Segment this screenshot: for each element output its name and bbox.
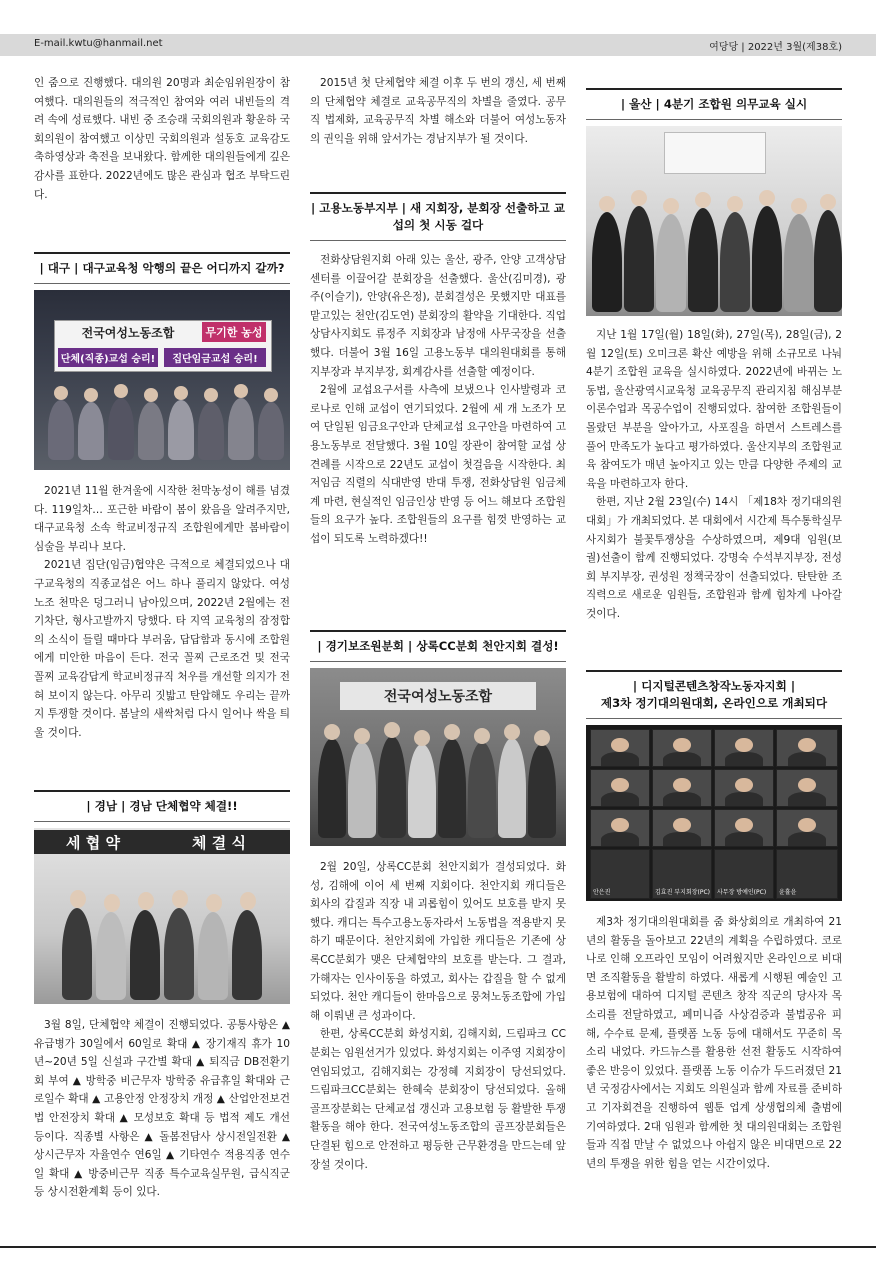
column-middle <box>310 74 566 1244</box>
section-heading <box>310 630 566 662</box>
daegu-banner-sub1: 단체(직종)교섭 승리! <box>58 348 158 367</box>
gyeonggi-paragraph-1: 2월 20일, 상록CC분회 천안지회가 결성되었다. 화성, 김해에 이어 세 번째 지회이다. 천안지회 캐디들은 회사의 갑질과 직장 내 괴롭힘이 있어도 보호를 받지 못했다. 캐디는 특수고용노동자라서 노동법을 적용받지 못하기 때문이다. 천안지회에 가입한 캐디들은 기존에 상록CC분회가 맺은 단체협약의 보호를 받는다. 그 결과, 가해자는 인사이동을 하였고, 회사는 갑질을 할 수 없게 되었다. 천안 캐디들이 한마음으로 뭉쳐노동조합에 가입해 이뤄낸 큰 성과이다. <box>310 861 566 1022</box>
section-tag: | 고용노동부지부 | <box>311 201 406 215</box>
section-title: 4분기 조합원 의무교육 실시 <box>663 97 808 111</box>
section-tag: | 경기보조원분회 | <box>317 639 413 653</box>
section-title: 상록CC분회 천안지회 결성! <box>416 639 559 653</box>
tile-label: 윤휼윤 <box>779 889 797 896</box>
section-tag: | 경남 | <box>86 799 126 813</box>
section-title: 경남 단체협약 체결!! <box>129 799 238 813</box>
section-heading <box>586 88 842 120</box>
gyeonggi-paragraph-2: 한편, 상록CC분회 화성지회, 김해지회, 드림파크 CC분회는 임원선거가 있었다. 화성지회는 이주영 지회장이 연임되었고, 김해지회는 강정혜 지회장이 당선되었다. 드림파크CC분회는 한혜숙 분회장이 당선되었다. 올해 골프장분회는 단체교섭 갱신과 고용보험 등 활발한 투쟁활동을 해야 한다. 전국여성노동조합의 골프장분회들은 단결된 힘으로 안전하고 평등한 근무환경을 만드는데 앞장설 것이다. <box>310 1028 566 1171</box>
section-digital <box>586 670 842 1173</box>
gyeonggi-banner: 전국여성노동조합 <box>340 682 536 710</box>
daegu-banner-sub2: 집단임금교섭 승리! <box>164 348 266 367</box>
tile-label: 김효진 부지회장(PC) <box>655 889 710 896</box>
labor-paragraph-2: 2월에 교섭요구서를 사측에 보냈으나 인사발령과 코로나로 인해 교섭이 연기되었다. 2월에 세 개 노조가 모여 단일된 임금요구안과 단체교섭 요구안을 마련하여 고용노동부로 전달했다. 3월 10일 장관이 참여할 교섭 상견례를 시작으로 22년도 교섭이 첫걸음을 시작한다. 최저임금 직렬의 식대반영 반대 투쟁, 전화상담원 임금체계 마련, 현실적인 임금인상 반영 등 어느 해보다 조합원들의 요구가 높다. 조합원들의 요구를 힘껏 반영하는 교섭이 되도록 노력하겠다!! <box>310 384 566 545</box>
daegu-paragraph-2: 2021년 집단(임금)협약은 극적으로 체결되었으나 대구교육청의 직종교섭은 어느 하나 풀리지 않았다. 여성노조 천막은 덩그러니 남아있으며, 2022년 2월에는 전기차단, 형사고발까지 당했다. 타 지역 교육청의 잠정합의 소식이 들릴 때마다 부러움, 답답함과 동시에 조합원에게 미안한 마음이 든다. 전국 꼴찌 근로조건 및 전국 꼴찌 교육감답게 학교비정규직 처우를 개선할 의지가 전혀 보이지 않는다. 아무리 짓밟고 탄압해도 우리는 끝까지 투쟁할 것이다. 봄날의 새싹처럼 다시 일어나 싹을 틔울 것이다. <box>34 559 290 739</box>
section-daegu <box>34 252 290 742</box>
page-header-bar <box>0 34 876 56</box>
gyeongnam-paragraph: 3월 8일, 단체협약 체결이 진행되었다. 공통사항은 ▲ 유급병가 30일에서 60일로 확대 ▲ 장기재직 휴가 10년~20년 5일 신설과 구간별 확대 ▲ 퇴직금 DB전환기회 부여 ▲ 방학중 비근무자 방학중 유급휴일 확대와 근로일수 확대 ▲ 고용안정 안정장치 개정 ▲ 산업안전보건법 안전장치 확대 ▲ 모성보호 확대 등 법적 제도 개선 등이다. 직종별 사항은 ▲ 돌봄전담사 상시전일전환 ▲ 상시근무자 자율연수 연6일 ▲ 기타연수 적용직종 연수일 확대 ▲ 방중비근무 직종 특수교육실무원, 급식직군 등 상시전환계획 등이 있다. <box>34 1019 290 1199</box>
labor-paragraph-1: 전화상담원지회 아래 있는 울산, 광주, 안양 고객상담센터를 이끌어갈 분회장을 선출했다. 울산(김미경), 광주(이슬기), 안양(유은정), 분회결성은 못했지만 대표를 맡고있는 천안(김도연) 분회장의 활약을 기대한다. 직업상담사지회도 류정주 지회장과 남정애 사무국장을 선출했다. 더불어 3월 16일 고용노동부 대의원대회를 통해 지부장과 부지부장, 회계감사를 선출할 예정이다. <box>310 254 566 378</box>
page-bottom-rule <box>0 1246 876 1248</box>
section-heading <box>310 192 566 241</box>
section-gyeonggi <box>310 630 566 1174</box>
section-labor <box>310 192 566 549</box>
section-gyeongnam <box>34 790 290 1202</box>
daegu-photo <box>34 290 290 470</box>
column-left <box>34 74 290 1244</box>
ulsan-paragraph-1: 지난 1월 17일(월) 18일(화), 27일(목), 28일(금), 2월 12일(토) 오미크론 확산 예방을 위해 소규모로 나눠 4분기 조합원 교육을 실시하였다. 2022년에 바뀌는 노동법, 울산광역시교육청 교육공무직 관리지침 해심부분 이론수업과 목공수업이 진행되었다. 참여한 조합원들이 몰랐던 부분을 알아가고, 사포질을 하면서 스트레스를 풀어 만족도가 높다고 평가하였다. 울산지부의 조합원교육 참여도가 매년 높아지고 있는 만큼 다양한 주제의 교육을 마련하고자 한다. <box>586 329 842 490</box>
daegu-banner-right: 무기한 농성 <box>202 322 266 342</box>
header-issue: 여당당 | 2022년 3월(제38호) <box>709 42 842 53</box>
header-email: E-mail.kwtu@hanmail.net <box>34 38 163 49</box>
column-right <box>586 74 842 1244</box>
ulsan-photo <box>586 126 842 316</box>
section-tag: | 대구 | <box>39 261 79 275</box>
col2-intro: 2015년 첫 단체협약 체결 이후 두 번의 갱신, 세 번째의 단체협약 체결로 교육공무직의 차별을 줄였다. 공무직 법제화, 교육공무직 차별 해소와 더불어 여성노동자의 권익을 위해 앞서가는 경남지부가 될 것이다. <box>310 77 566 145</box>
daegu-paragraph-1: 2021년 11월 한겨울에 시작한 천막농성이 해를 넘겼다. 119일차… 포근한 바람이 봄이 왔음을 알려주지만, 대구교육청 소속 학교비정규직 조합원에게만 봄바람이 심술을 부리나 보다. <box>34 485 290 553</box>
section-tag: | 울산 | <box>620 97 660 111</box>
section-heading <box>586 670 842 719</box>
section-tag: | 디지털콘텐츠창작노동자지회 | <box>632 679 796 693</box>
section-heading <box>34 790 290 822</box>
gyeonggi-photo <box>310 668 566 846</box>
section-title: 제3차 정기대의원대회, 온라인으로 개최되다 <box>600 696 828 710</box>
ulsan-paragraph-2: 한편, 지난 2월 23일(수) 14시 「제18차 정기대의원대회」가 개최되었다. 본 대회에서 시간제 특수통학실무사지회가 불꽃투쟁상을 수상하였으며, 제9대 임원(보궐)선출이 함께 진행되었다. 강명숙 수석부지부장, 전성희 부지부장, 권성원 정책국장이 선출되었다. 탄탄한 조직력으로 새로운 임원들, 조합원과 함께 힘차게 나아갈 것이다. <box>586 496 842 620</box>
gyeongnam-photo <box>34 828 290 1004</box>
tile-label: 사무장 방예인(PC) <box>717 889 767 896</box>
col1-intro: 인 줌으로 진행했다. 대의원 20명과 최순임위원장이 참여했다. 대의원들의 적극적인 참여와 여러 내빈들의 격려 속에 성료했다. 내빈 중 조승래 국회의원과 황운하 국회의원이 참여했고 이상민 국회의원과 설동호 교육감도 축하영상과 축전을 보내왔다. 함께한 대의원들에게 깊은 감사를 표한다. 2022년에도 많은 관심과 협조 부탁드린다. <box>34 77 290 201</box>
gyeongnam-banner: 체 결 식 <box>192 834 246 852</box>
section-title: 대구교육청 악행의 끝은 어디까지 갈까? <box>82 261 285 275</box>
gyeongnam-banner-left: 세 협 약 <box>66 834 120 852</box>
section-title: 새 지회장, 분회장 선출하고 교섭의 첫 시동 걸다 <box>392 201 565 232</box>
digital-paragraph: 제3차 정기대의원대회를 줌 화상회의로 개최하여 21년의 활동을 돌아보고 22년의 계획을 수립하였다. 코로나로 인해 오프라인 모임이 어려웠지만 온라인으로 비대면 조직활동을 활발히 하였다. 새롭게 시행된 예술인 고용보험에 대하여 디지털 콘텐츠 창작 직군의 당사자 목소리를 전달하였고, 페미니즘 사상검증과 불법공유 피해, 수수료 문제, 플랫폼 노동 등에 대해서도 꾸준히 목소리 내었다. 카드뉴스를 활용한 선전 활동도 시작하여 좋은 반응이 있었다. 플랫폼 노동 이슈가 두드러졌던 21년 국정감사에서는 지회도 의원실과 함께 자료를 준비하고 기자회견을 진행하여 웹툰 업계 상생협의체 출범에 기여하였다. 2대 임원과 함께한 첫 대의원대회는 조합원들과 직접 만날 수 없었으나 아쉽지 않은 비대면으로 22년의 투쟁을 위한 힘을 얻는 시간이었다. <box>586 916 842 1170</box>
tile-label: 안은진 <box>593 889 611 896</box>
section-ulsan <box>586 88 842 624</box>
digital-zoom-photo <box>586 725 842 901</box>
daegu-banner-main: 전국여성노동조합 <box>81 326 175 340</box>
section-heading <box>34 252 290 284</box>
